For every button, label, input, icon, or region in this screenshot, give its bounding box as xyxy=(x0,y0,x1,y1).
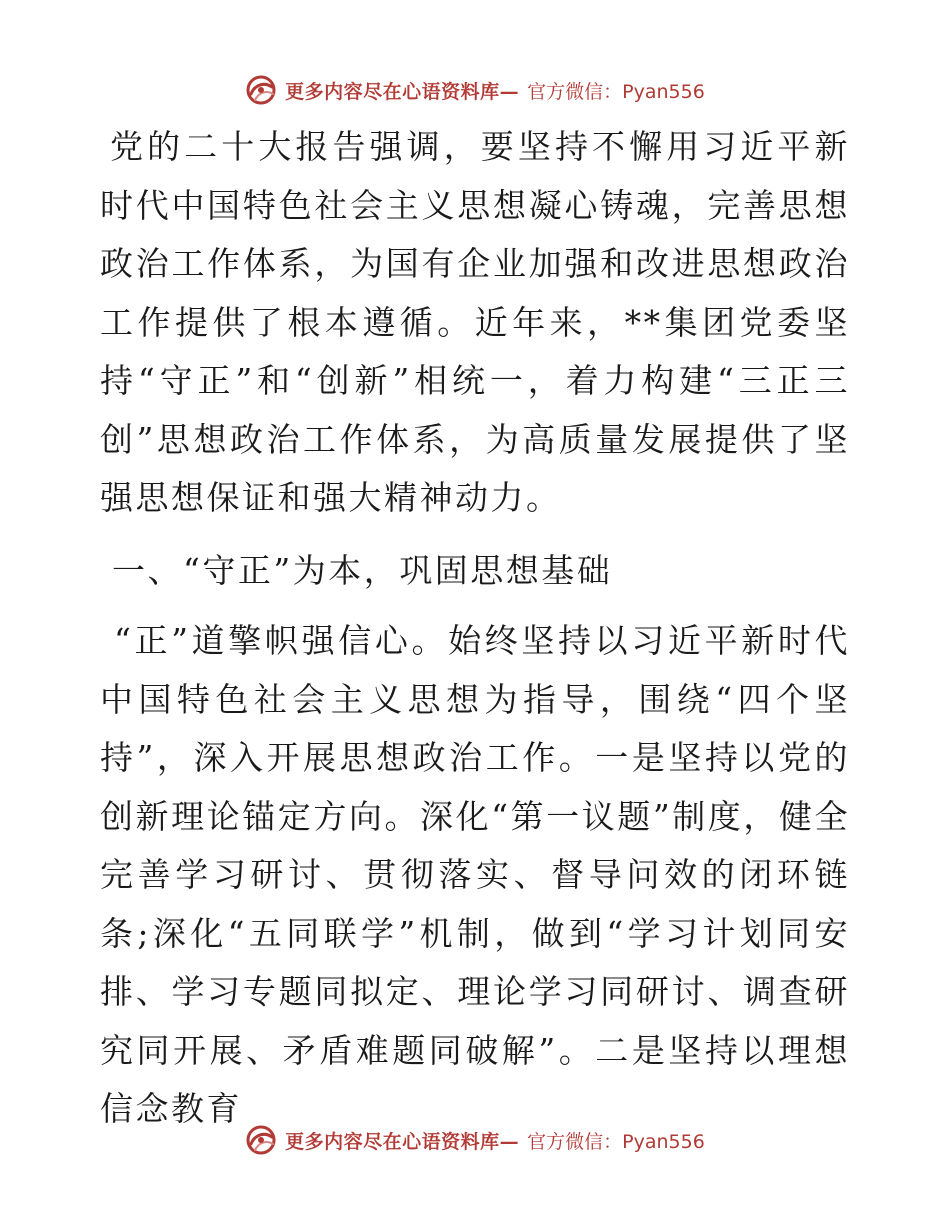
header-banner-wechat: 官方微信：Pyan556 xyxy=(527,80,705,103)
footer-banner-text: 更多内容尽在心语资料库— xyxy=(285,1130,520,1153)
paragraph-section-1: “正”道擎帜强信心。始终坚持以习近平新时代中国特色社会主义思想为指导，围绕“四个坚持”，深入开展思想政治工作。一是坚持以党的创新理论锚定方向。深化“第一议题”制度，健全完善学习研讨、贯彻落实、督导问效的闭环链条;深化“五同联学”机制，做到“学习计划同安排、学习专题同拟定、理论学习同研讨、调查研究同开展、矛盾难题同破解”。二是坚持以理想信念教育 xyxy=(100,621,850,1128)
red-swirl-logo-icon xyxy=(245,74,277,106)
document-body xyxy=(100,118,850,1139)
header-banner-text: 更多内容尽在心语资料库— xyxy=(285,80,520,103)
header-banner[interactable] xyxy=(0,70,950,110)
footer-banner-wechat: 官方微信：Pyan556 xyxy=(527,1130,705,1153)
footer-banner[interactable] xyxy=(0,1120,950,1160)
paragraph-intro: 党的二十大报告强调，要坚持不懈用习近平新时代中国特色社会主义思想凝心铸魂，完善思想政治工作体系，为国有企业加强和改进思想政治工作提供了根本遵循。近年来，**集团党委坚持“守正”和“创新”相统一，着力构建“三正三创”思想政治工作体系，为高质量发展提供了坚强思想保证和强大精神动力。 xyxy=(100,127,850,517)
section-heading: 一、“守正”为本，巩固思想基础 xyxy=(112,550,613,590)
red-swirl-logo-icon xyxy=(245,1124,277,1156)
